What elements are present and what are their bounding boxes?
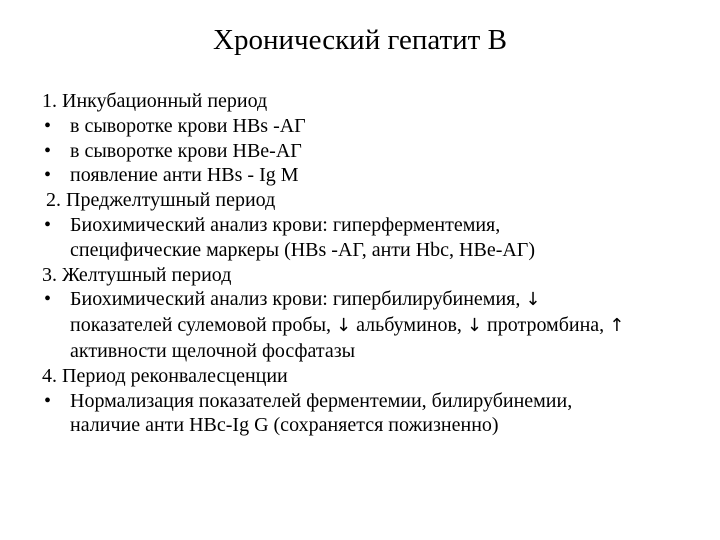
section-heading-preicteric: 2. Преджелтушный период [46, 189, 276, 212]
bullet-icon: • [44, 164, 52, 187]
list-item [42, 139, 702, 164]
list-item-text: появление анти НВs - Ig M [70, 164, 299, 187]
list-item [42, 213, 702, 238]
list-item-text: Нормализация показателей ферментемии, билирубинемии, [70, 389, 573, 412]
list-item-text: Биохимический анализ крови: гипербилирубинемия, [70, 288, 521, 311]
list-item-text: Биохимический анализ крови: гиперферментемия, [70, 213, 501, 236]
list-item-text: в сыворотке крови НВе-АГ [70, 139, 302, 162]
list-item-text: протромбина, [487, 314, 605, 337]
list-item-text: специфические маркеры (НВs -АГ, анти Hbc, НВе-АГ) [70, 238, 536, 261]
list-item-text: альбуминов, [356, 314, 462, 337]
list-item [42, 163, 702, 188]
list-item-continuation [42, 238, 702, 263]
arrow-down-icon: ↓ [336, 315, 352, 337]
bullet-icon: • [44, 213, 52, 236]
section-heading-convalescence: 4. Период реконвалесценции [42, 364, 288, 387]
list-item-text: в сыворотке крови НВs -АГ [70, 114, 306, 137]
section-heading-icteric: 3. Желтушный период [42, 263, 232, 286]
list-item-continuation [42, 339, 702, 364]
list-item [42, 114, 702, 139]
list-item-text: активности щелочной фосфатазы [70, 339, 356, 362]
list-item [42, 389, 702, 414]
bullet-icon: • [44, 139, 52, 162]
bullet-icon: • [44, 288, 52, 311]
list-item-continuation [42, 313, 702, 339]
bullet-icon: • [44, 389, 52, 412]
slide-content [42, 89, 702, 438]
list-item [42, 287, 702, 313]
section-heading-incubation: 1. Инкубационный период [42, 90, 268, 112]
list-item-continuation [42, 413, 702, 438]
bullet-icon: • [44, 114, 52, 137]
slide-title: Хронический гепатит В [213, 24, 507, 56]
arrow-down-icon: ↓ [466, 315, 483, 337]
arrow-down-icon: ↓ [525, 289, 541, 311]
arrow-up-icon: ↑ [609, 315, 625, 337]
list-item-text: показателей сулемовой пробы, [70, 314, 332, 337]
list-item-text: наличие анти НВс-Ig G (сохраняется пожизненно) [70, 414, 499, 437]
